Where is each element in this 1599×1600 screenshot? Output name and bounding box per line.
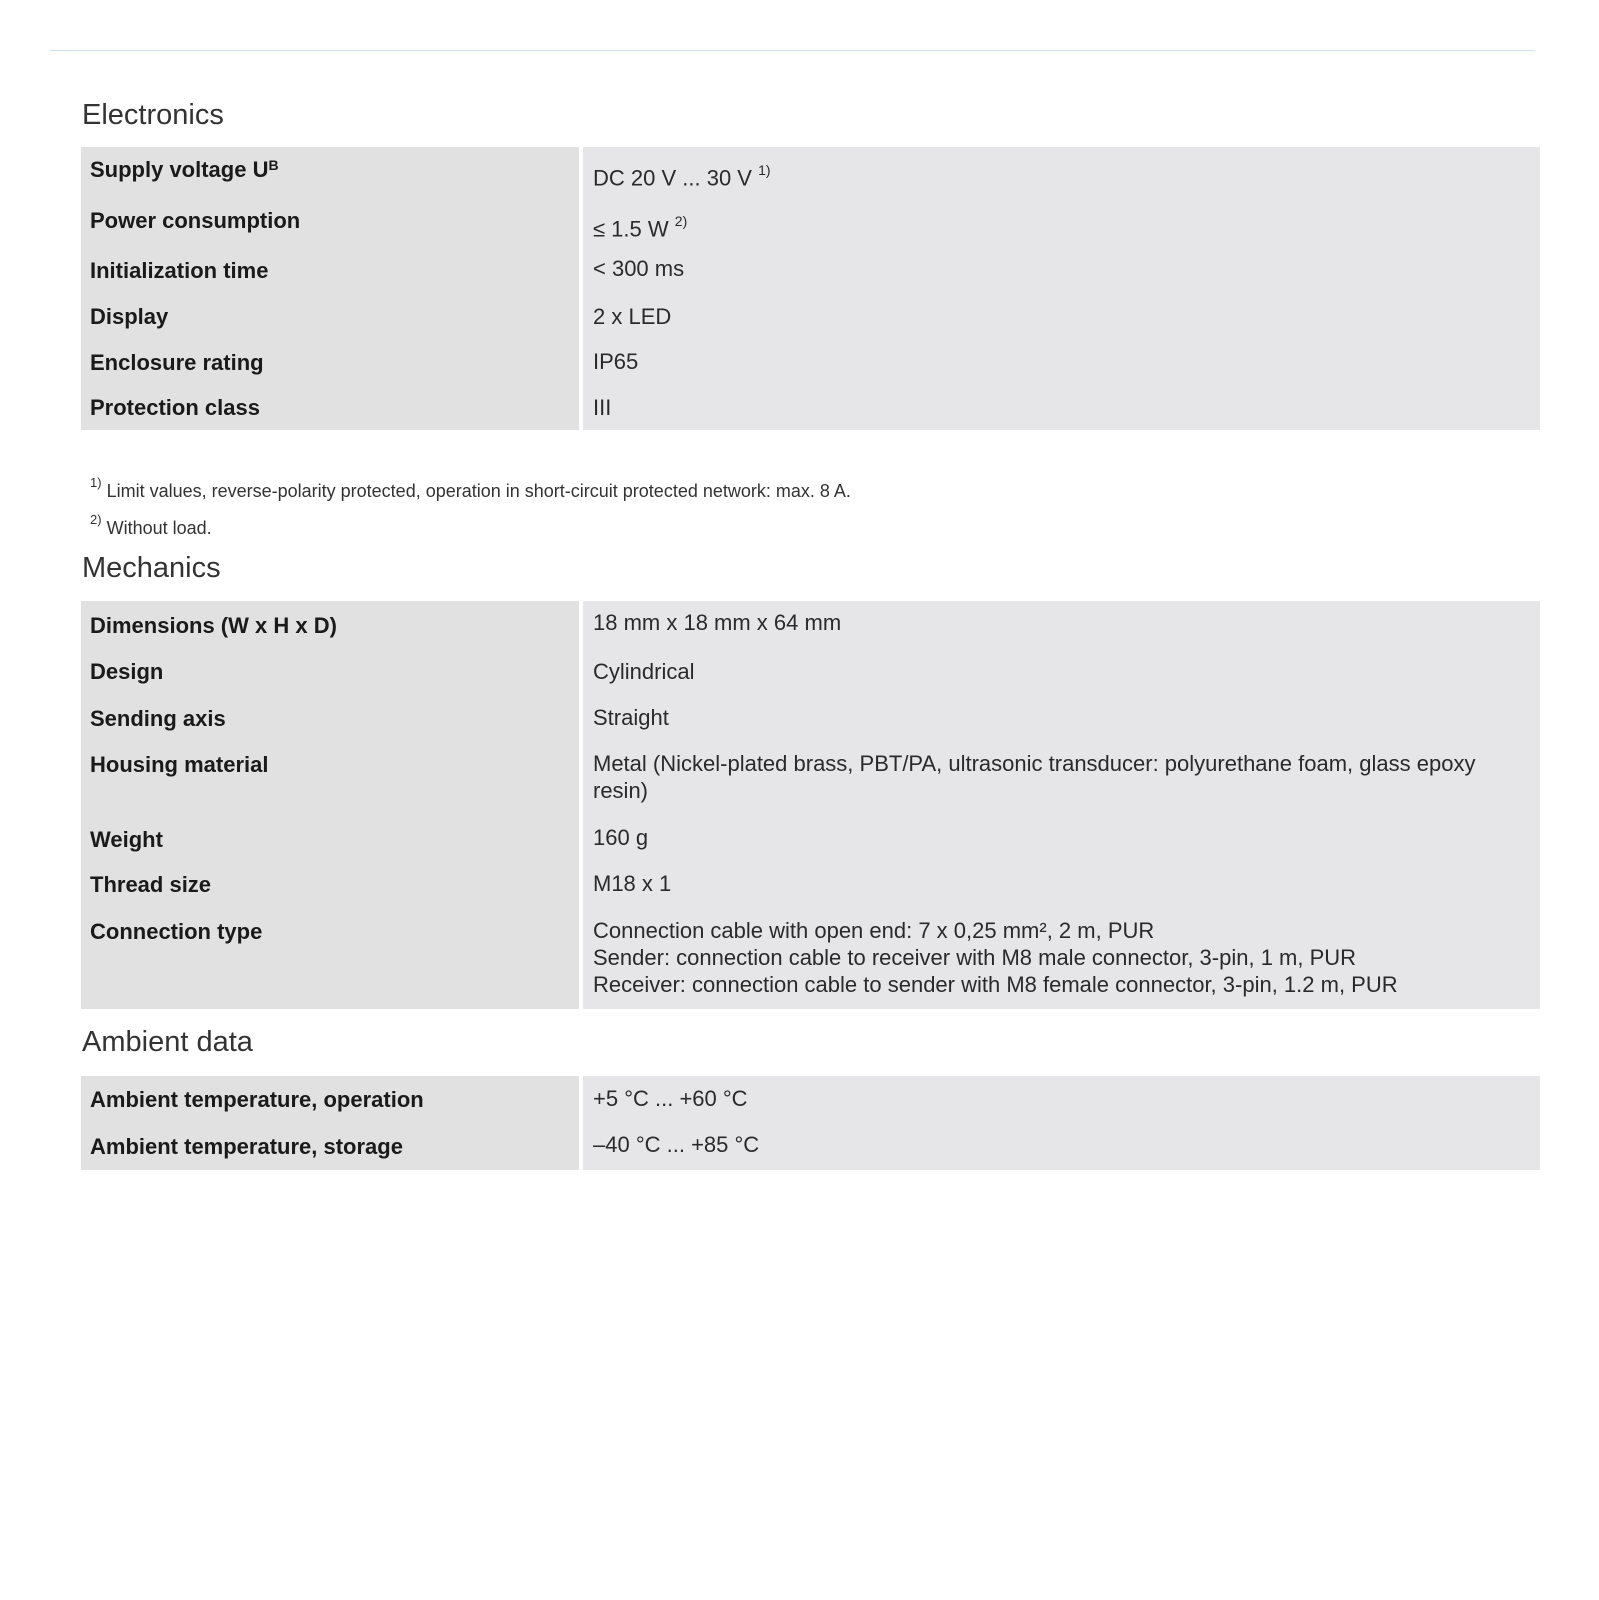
value-text: Straight <box>593 705 669 730</box>
label-text: Thread size <box>90 872 212 897</box>
table-row-value <box>583 387 1540 430</box>
table-row-label <box>81 198 579 248</box>
label-text: Initialization time <box>90 258 269 283</box>
table-row-label <box>81 387 579 430</box>
table-row-value <box>583 248 1540 295</box>
footnote-2 <box>90 507 851 544</box>
table-row-value <box>583 909 1540 1009</box>
table-row-label <box>81 147 579 198</box>
table-row-label <box>81 248 579 295</box>
table-row-value <box>583 341 1540 387</box>
table-row-value <box>583 198 1540 248</box>
table-row-value <box>583 695 1540 742</box>
label-text: Ambient temperature, storage <box>90 1134 403 1159</box>
footnote-text: Limit values, reverse-polarity protected, operation in short-circuit protected network: max. 8 A. <box>106 481 851 501</box>
value-text: Cylindrical <box>593 659 695 684</box>
ambient-table <box>81 1076 1540 1170</box>
mechanics-table <box>81 601 1540 1009</box>
table-row-label <box>81 341 579 387</box>
footnote-mark: 1) <box>90 475 102 490</box>
label-text: Enclosure rating <box>90 350 264 375</box>
table-row-label <box>81 295 579 341</box>
label-text: Supply voltage U <box>90 157 269 182</box>
table-row-value <box>583 816 1540 862</box>
table-row-label <box>81 695 579 742</box>
value-text: 160 g <box>593 825 649 850</box>
section-title-ambient-data: Ambient data <box>82 1026 253 1058</box>
label-text: Power consumption <box>90 208 301 233</box>
label-text: Display <box>90 304 169 329</box>
value-text: DC 20 V ... 30 V <box>593 165 752 191</box>
label-text: Connection type <box>90 919 263 944</box>
value-text: < 300 ms <box>593 256 685 281</box>
table-row-label <box>81 816 579 862</box>
section-title-mechanics: Mechanics <box>82 552 221 584</box>
table-row-label <box>81 1076 579 1124</box>
table-row-label <box>81 909 579 1009</box>
table-row-value <box>583 295 1540 341</box>
value-text: 18 mm x 18 mm x 64 mm <box>593 610 842 635</box>
value-text: M18 x 1 <box>593 871 672 896</box>
footnote-mark: 2) <box>90 512 102 527</box>
table-row-value <box>583 742 1540 816</box>
label-subscript: B <box>268 157 279 173</box>
table-row-value <box>583 862 1540 909</box>
footnote-text: Without load. <box>106 518 212 538</box>
label-text: Protection class <box>90 395 260 420</box>
value-line: Receiver: connection cable to sender with M8 female connector, 3-pin, 1.2 m, PUR <box>593 972 1398 997</box>
table-row-value <box>583 648 1540 695</box>
table-row-value <box>583 601 1540 648</box>
value-footnote-mark: 1) <box>758 162 771 178</box>
value-text: Metal (Nickel-plated brass, PBT/PA, ultrasonic transducer: polyurethane foam, glass epoxy resin) <box>593 751 1476 803</box>
table-row-value <box>583 1124 1540 1170</box>
value-text: III <box>593 395 612 420</box>
value-line: Sender: connection cable to receiver with M8 male connector, 3-pin, 1 m, PUR <box>593 945 1357 970</box>
value-text: +5 °C ... +60 °C <box>593 1086 748 1111</box>
section-title-electronics: Electronics <box>82 99 224 131</box>
value-text: ≤ 1.5 W <box>593 216 669 242</box>
electronics-table <box>81 147 1540 430</box>
table-row-value <box>583 147 1540 198</box>
table-row-label <box>81 1124 579 1170</box>
label-text: Design <box>90 659 164 684</box>
electronics-footnotes <box>90 470 851 544</box>
table-row-label <box>81 742 579 816</box>
value-line: Connection cable with open end: 7 x 0,25 mm², 2 m, PUR <box>593 918 1155 943</box>
label-text: Ambient temperature, operation <box>90 1087 424 1112</box>
label-text: Dimensions (W x H x D) <box>90 613 337 638</box>
table-row-label <box>81 648 579 695</box>
label-text: Sending axis <box>90 706 226 731</box>
top-divider <box>50 50 1535 51</box>
table-row-label <box>81 601 579 648</box>
footnote-1 <box>90 470 851 507</box>
value-footnote-mark: 2) <box>674 213 688 229</box>
table-row-label <box>81 862 579 909</box>
label-text: Housing material <box>90 752 269 777</box>
value-text: 2 x LED <box>593 304 672 329</box>
table-row-value <box>583 1076 1540 1124</box>
value-text: IP65 <box>593 349 639 374</box>
value-text: –40 °C ... +85 °C <box>593 1132 760 1157</box>
label-text: Weight <box>90 827 163 852</box>
